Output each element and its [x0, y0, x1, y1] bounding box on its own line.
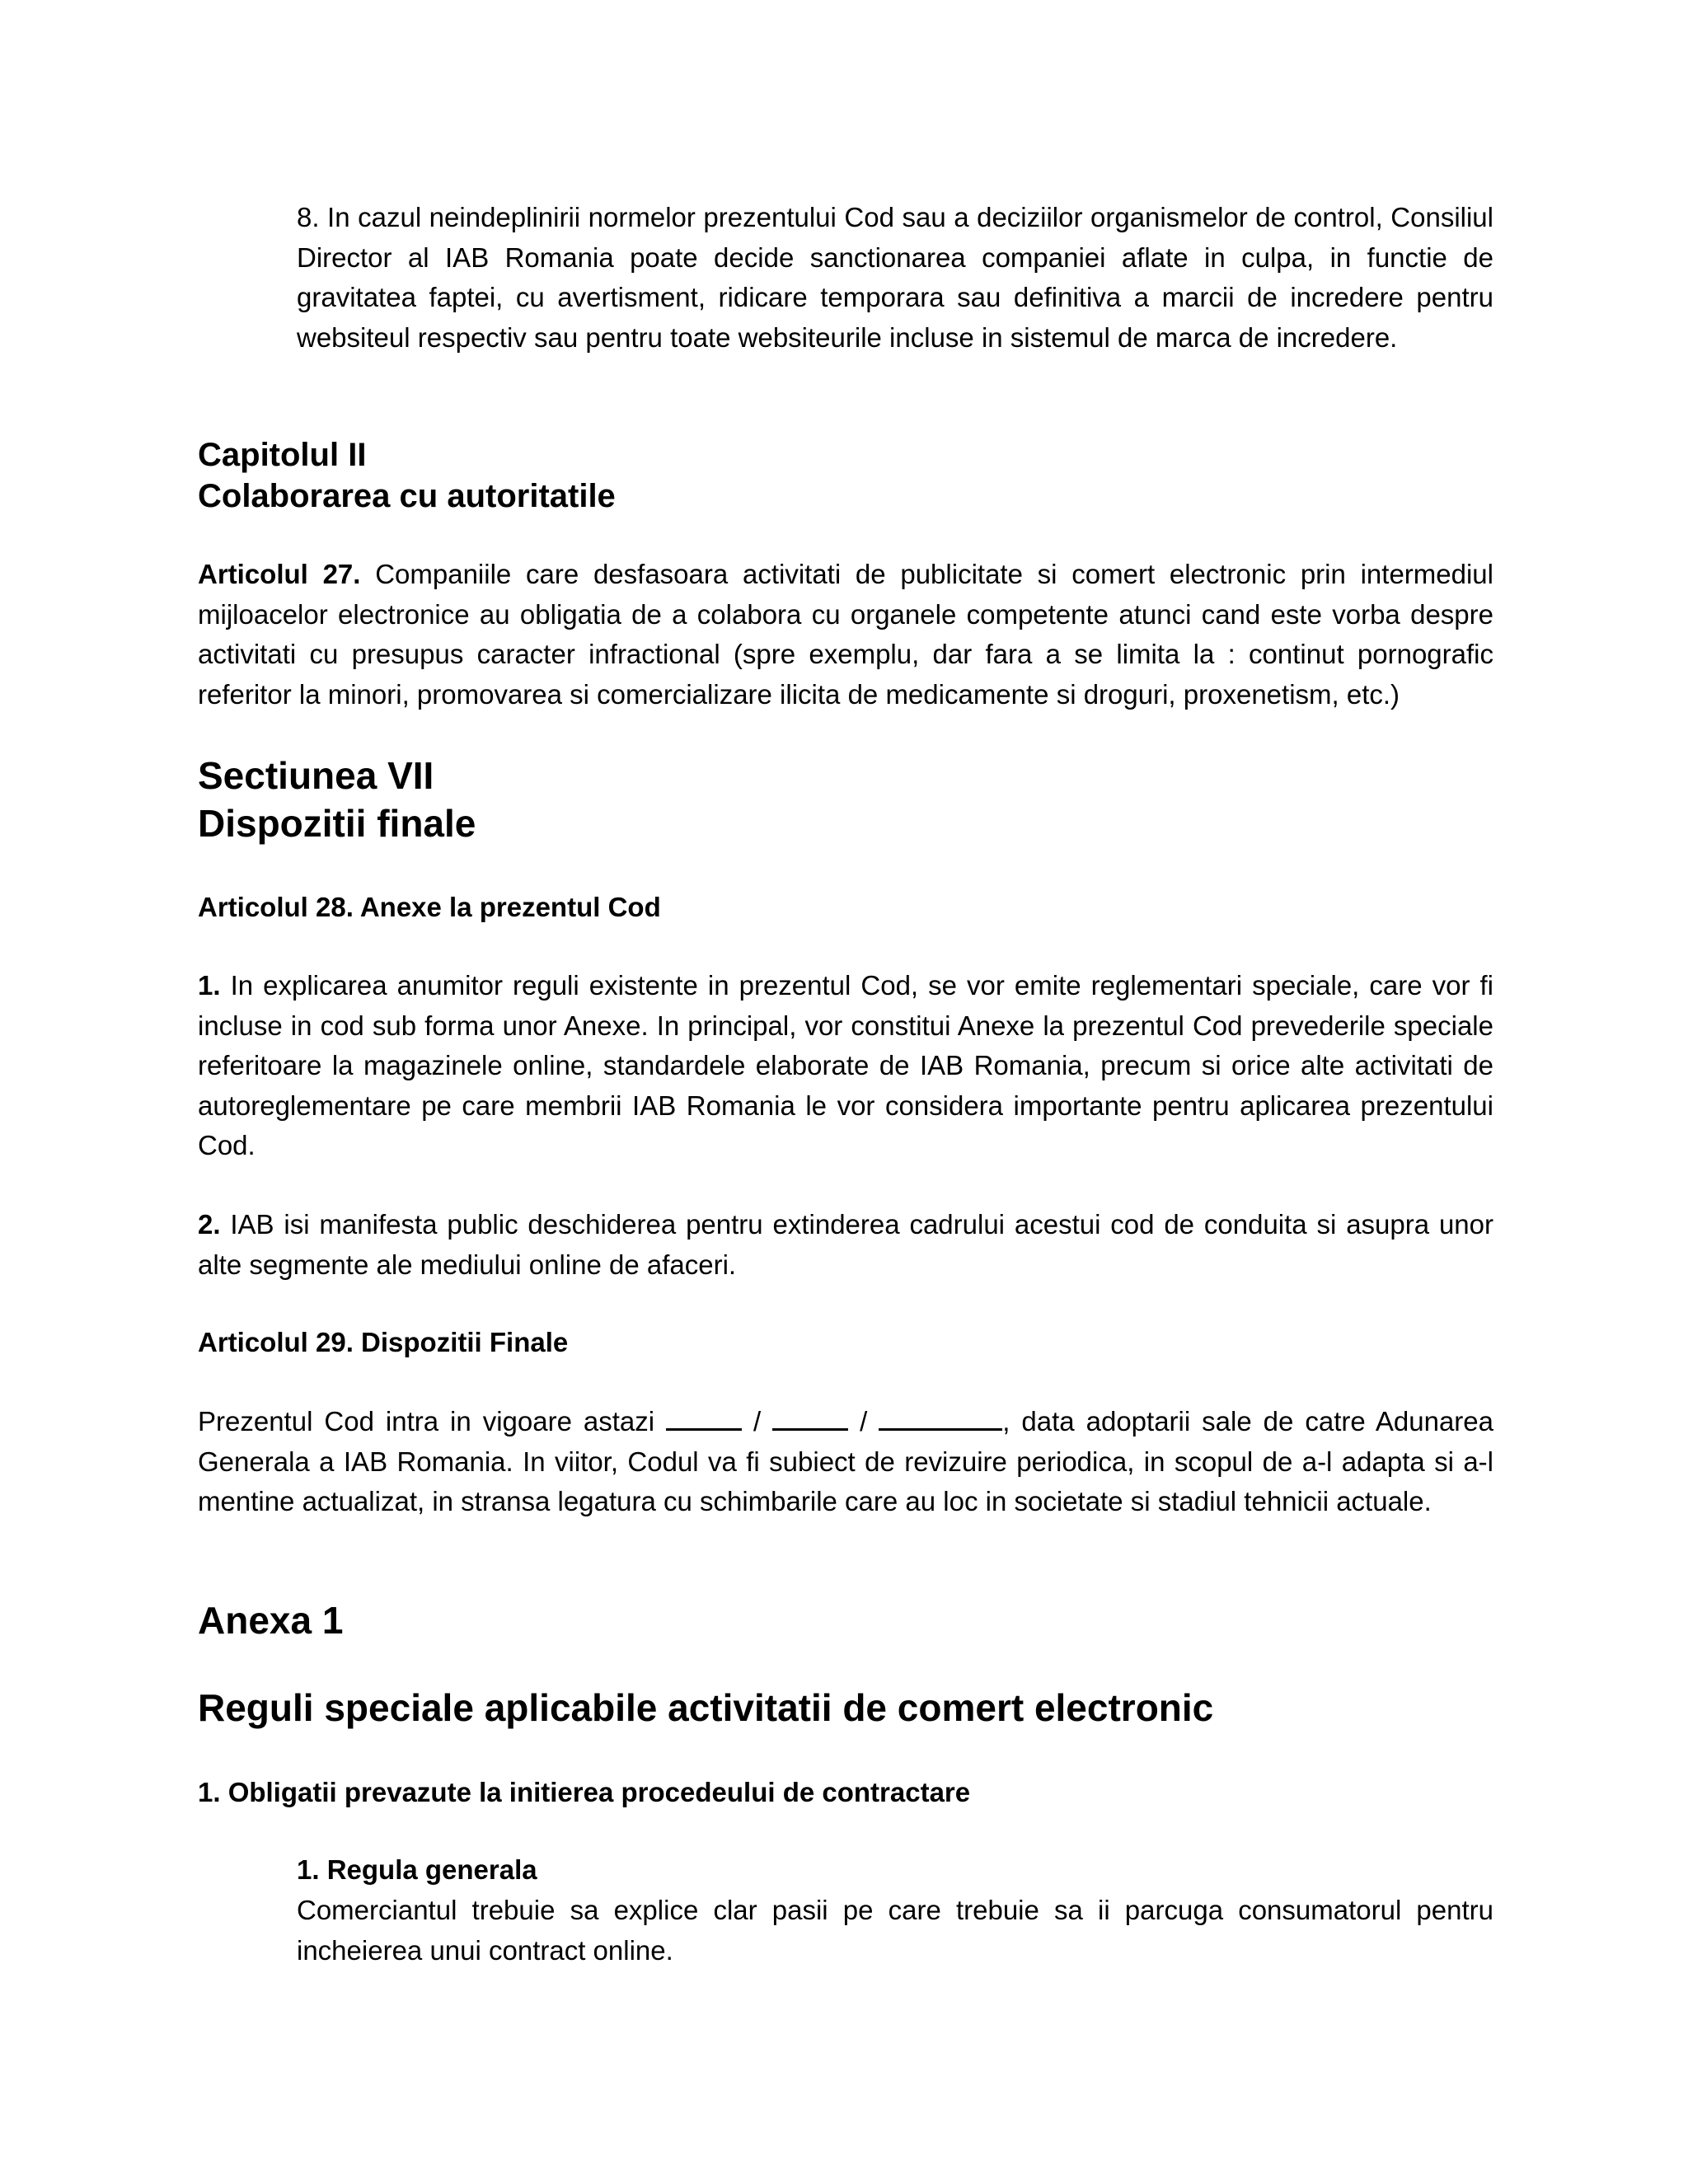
article-28-title: Articolul 28. Anexe la prezentul Cod [198, 892, 661, 922]
date-separator: / [848, 1406, 879, 1436]
chapter-title: Colaborarea cu autoritatile [198, 478, 616, 514]
article-27-text: Companiile care desfasoara activitati de publicitate si comert electronic prin intermediul mijloacelor electronice au obligatia de a colabora cu organele competente atunci cand este vorba despre activitati cu presupus caracter infractional (spre exemplu, dar fara a se limita la : continut pornografic referitor la minori, promovarea si comercializare ilicita de medicamente si droguri, proxenetism, etc.) [198, 559, 1493, 710]
article-29-text-end: , data adoptarii sale de catre Adunarea Generala a IAB Romania. In viitor, Codul va fi subiect de revizuire periodica, in scopul de a-l adapta si a-l mentine actualizat, in stransa legatura cu schimbarile care au loc in societate si stadiul tehnicii actuale. [198, 1406, 1493, 1516]
chapter-number: Capitolul II [198, 437, 367, 473]
annex-title: Anexa 1 [198, 1599, 344, 1642]
article-28-paragraph-2 [198, 1205, 1493, 1285]
annex-subtitle: Reguli speciale aplicabile activitatii de comert electronic [198, 1686, 1214, 1729]
date-day-blank [666, 1404, 742, 1431]
article-28-paragraph-2-text: IAB isi manifesta public deschiderea pentru extinderea cadrului acestui cod de conduita si asupra unor alte segmente ale mediului online de afaceri. [198, 1209, 1493, 1280]
article-28-paragraph-1-text: In explicarea anumitor reguli existente in prezentul Cod, se vor emite reglementari speciale, care vor fi incluse in cod sub forma unor Anexe. In principal, vor constitui Anexe la prezentul Cod prevederile speciale referitoare la magazinele online, standardele elaborate de IAB Romania, precum si orice alte activitati de autoreglementare pe care membrii IAB Romania le vor considera importante pentru aplicarea prezentului Cod. [198, 970, 1493, 1160]
paragraph-8: 8. In cazul neindeplinirii normelor prezentului Cod sau a deciziilor organismelor de control, Consiliul Director al IAB Romania poate decide sanctionarea companiei aflate in culpa, in functie de gravitatea faptei, cu avertisment, ridicare temporara sau definitiva a marcii de incredere pentru websiteul respectiv sau pentru toate websiteurile incluse in sistemul de marca de incredere. [297, 202, 1493, 353]
rule-heading: 1. Regula generala [297, 1854, 537, 1885]
chapter-heading [198, 434, 1493, 517]
obligations-heading: 1. Obligatii prevazute la initierea procedeului de contractare [198, 1777, 971, 1807]
section-title: Dispozitii finale [198, 802, 476, 845]
article-28-paragraph-1 [198, 966, 1493, 1166]
section-number: Sectiunea VII [198, 754, 434, 797]
article-27 [198, 555, 1493, 715]
article-28-paragraph-1-number: 1. [198, 970, 221, 1001]
article-27-label: Articolul 27. [198, 559, 361, 589]
article-29-text [198, 1402, 1493, 1522]
rule-text: Comerciantul trebuie sa explice clar pasii pe care trebuie sa ii parcuga consumatorul pentru incheierea unui contract online. [297, 1895, 1493, 1966]
article-29-title: Articolul 29. Dispozitii Finale [198, 1327, 569, 1357]
article-28-paragraph-2-number: 2. [198, 1209, 221, 1240]
date-month-blank [772, 1404, 848, 1431]
section-heading [198, 752, 1493, 847]
date-year-blank [879, 1404, 1002, 1431]
date-separator: / [742, 1406, 773, 1436]
article-29-text-start: Prezentul Cod intra in vigoare astazi [198, 1406, 667, 1436]
